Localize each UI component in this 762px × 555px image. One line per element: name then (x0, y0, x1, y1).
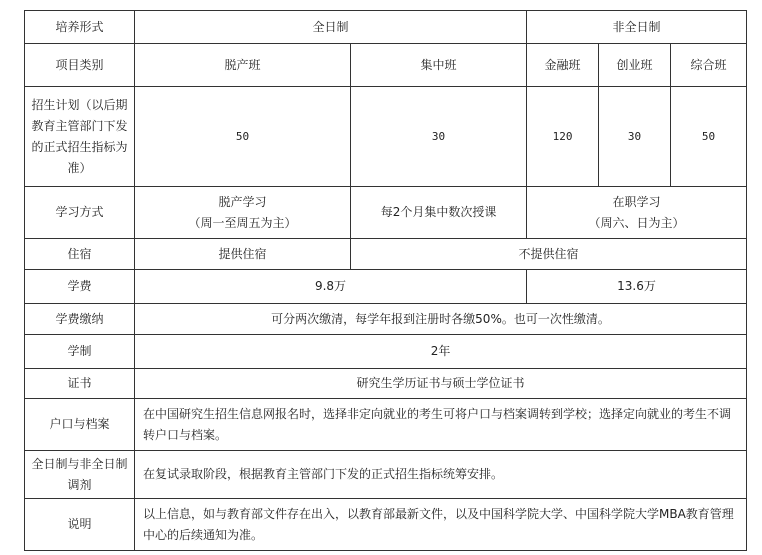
study-tuochan (135, 187, 351, 239)
adjust-text: 在复试录取阶段，根据教育主管部门下发的正式招生指标统筹安排。 (135, 451, 747, 499)
study-tuochan-line-1: 脱产学习 (218, 194, 267, 209)
row-certificate (25, 369, 747, 399)
admission-info-table (24, 10, 747, 551)
study-zaizhi-line-1: 在职学习 (612, 194, 661, 209)
plan-chuangye: 30 (599, 87, 671, 187)
tuition-parttime: 13.6万 (527, 270, 747, 304)
duration-text: 2年 (135, 335, 747, 369)
hukou-text: 在中国研究生招生信息网报名时，选择非定向就业的考生可将户口与档案调转到学校；选择定向就业的考生不调转户口与档案。 (135, 399, 747, 451)
label-note: 说明 (25, 499, 135, 551)
label-category: 项目类别 (25, 44, 135, 87)
lodging-not-provided: 不提供住宿 (351, 239, 747, 270)
row-payment (25, 304, 747, 335)
label-tuition: 学费 (25, 270, 135, 304)
row-study (25, 187, 747, 239)
row-tuition (25, 270, 747, 304)
study-tuochan-line-2: （周一至周五为主） (188, 215, 297, 230)
label-adjust (25, 451, 135, 499)
category-jinrong: 金融班 (527, 44, 599, 87)
header-fulltime: 全日制 (135, 11, 527, 44)
row-plan (25, 87, 747, 187)
row-form (25, 11, 747, 44)
study-zaizhi-line-2: （周六、日为主） (588, 215, 685, 230)
label-hukou: 户口与档案 (25, 399, 135, 451)
row-hukou (25, 399, 747, 451)
category-zonghe: 综合班 (671, 44, 747, 87)
plan-label-line-4: 准） (67, 160, 92, 175)
note-text: 以上信息，如与教育部文件存在出入，以教育部最新文件，以及中国科学院大学、中国科学院大学MBA教育管理中心的后续通知为准。 (135, 499, 747, 551)
row-category (25, 44, 747, 87)
header-parttime: 非全日制 (527, 11, 747, 44)
lodging-provided: 提供住宿 (135, 239, 351, 270)
label-plan (25, 87, 135, 187)
row-adjust (25, 451, 747, 499)
adjust-label-line-2: 调剂 (67, 477, 92, 492)
study-zaizhi (527, 187, 747, 239)
adjust-label-line-1: 全日制与非全日制 (31, 456, 128, 471)
certificate-text: 研究生学历证书与硕士学位证书 (135, 369, 747, 399)
label-form: 培养形式 (25, 11, 135, 44)
tuition-fulltime: 9.8万 (135, 270, 527, 304)
row-note (25, 499, 747, 551)
plan-jizhong: 30 (351, 87, 527, 187)
label-study: 学习方式 (25, 187, 135, 239)
plan-zonghe: 50 (671, 87, 747, 187)
label-lodging: 住宿 (25, 239, 135, 270)
label-payment: 学费缴纳 (25, 304, 135, 335)
plan-tuochan: 50 (135, 87, 351, 187)
category-chuangye: 创业班 (599, 44, 671, 87)
plan-label-line-1: 招生计划（以后期 (31, 97, 128, 112)
label-certificate: 证书 (25, 369, 135, 399)
row-duration (25, 335, 747, 369)
study-jizhong: 每2个月集中数次授课 (351, 187, 527, 239)
row-lodging (25, 239, 747, 270)
payment-text: 可分两次缴清，每学年报到注册时各缴50%。也可一次性缴清。 (135, 304, 747, 335)
plan-label-line-3: 的正式招生指标为 (31, 139, 128, 154)
label-duration: 学制 (25, 335, 135, 369)
plan-label-line-2: 教育主管部门下发 (31, 118, 128, 133)
category-tuochan: 脱产班 (135, 44, 351, 87)
plan-jinrong: 120 (527, 87, 599, 187)
category-jizhong: 集中班 (351, 44, 527, 87)
